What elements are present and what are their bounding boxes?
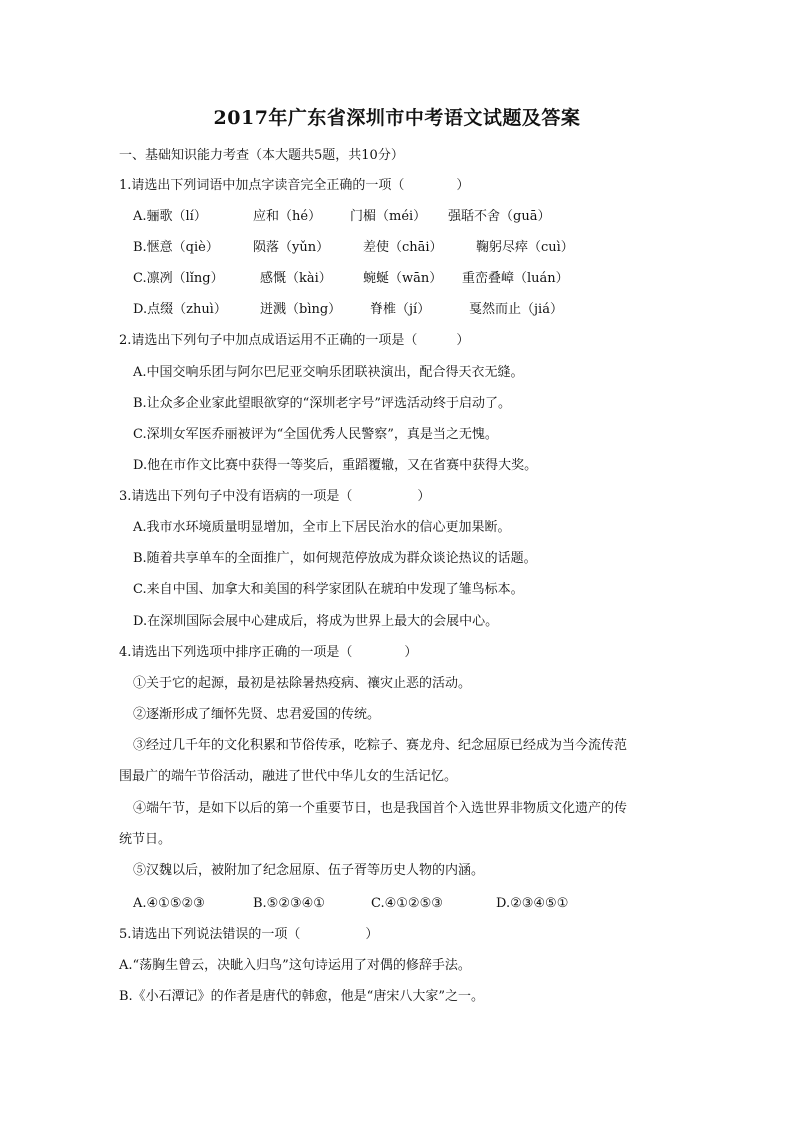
q4-sentence-1: ①关于它的起源，最初是祛除暑热疫病、禳灾止恶的活动。 [133,676,472,691]
q1-option-c-4: 重峦叠嶂（luán） [462,271,569,286]
q5-option-a: A.“荡胸生曾云，决眦入归鸟”这句诗运用了对偶的修辞手法。 [119,958,471,973]
question-5-stem: 5.请选出下列说法错误的一项（ ） [119,927,379,942]
q1-option-b-3: 差使（chāi） [363,240,443,255]
q4-option-a: A.④①⑤②③ [133,896,205,911]
q4-sentence-3-cont: 围最广的端午节俗活动，融进了世代中华儿女的生活记忆。 [119,769,458,784]
question-3-stem: 3.请选出下列句子中没有语病的一项是（ ） [119,489,431,504]
q1-option-d-1: D.点缀（zhuì） [133,302,227,317]
q1-option-d-3: 脊椎（jí） [370,302,431,317]
q4-sentence-2: ②逐渐形成了缅怀先贤、忠君爱国的传统。 [133,707,381,722]
q1-option-d-4: 戛然而止（jiá） [469,302,563,317]
q1-option-a-4: 强聒不舍（guā） [448,209,551,224]
q4-sentence-5: ⑤汉魏以后，被附加了纪念屈原、伍子胥等历史人物的内涵。 [133,863,485,878]
q1-option-b-2: 陨落（yǔn） [253,240,330,255]
q1-option-c-1: C.凛冽（lǐng） [133,271,224,286]
q1-option-b-1: B.惬意（qiè） [133,240,219,255]
q5-option-b: B.《小石潭记》的作者是唐代的韩愈，他是“唐宋八大家”之一。 [119,989,484,1004]
q1-option-c-3: 蜿蜒（wān） [363,271,443,286]
q4-option-d: D.②③④⑤① [496,896,569,911]
q1-option-a-2: 应和（hé） [253,209,322,224]
q1-option-a-3: 门楣（méi） [350,209,427,224]
q1-option-b-4: 鞠躬尽瘁（cuì） [476,240,574,255]
question-1-stem: 1.请选出下列词语中加点字读音完全正确的一项（ ） [119,178,470,193]
question-4-stem: 4.请选出下列选项中排序正确的一项是（ ） [119,645,418,660]
q2-option-c: C.深圳女军医乔丽被评为“全国优秀人民警察”，真是当之无愧。 [133,427,498,442]
q4-sentence-4-cont: 统节日。 [119,832,172,847]
q4-option-c: C.④①②⑤③ [371,896,443,911]
q4-sentence-3: ③经过几千年的文化积累和节俗传承，吃粽子、赛龙舟、纪念屈原已经成为当今流传范 [133,738,628,753]
q3-option-a: A.我市水环境质量明显增加，全市上下居民治水的信心更加果断。 [133,520,511,535]
q2-option-a: A.中国交响乐团与阿尔巴尼亚交响乐团联袂演出，配合得天衣无缝。 [133,365,524,380]
q1-option-a-1: A.骊歌（lí） [133,209,207,224]
q2-option-b: B.让众多企业家此望眼欲穿的“深圳老字号”评选活动终于启动了。 [133,396,511,411]
section-heading: 一、基础知识能力考查（本大题共5题，共10分） [119,148,404,163]
q3-option-c: C.来自中国、加拿大和美国的科学家团队在琥珀中发现了雏鸟标本。 [133,582,524,597]
q1-option-d-2: 迸溅（bìng） [260,302,342,317]
q4-option-b: B.⑤②③④① [253,896,325,911]
question-2-stem: 2.请选出下列句子中加点成语运用不正确的一项是（ ） [119,333,470,348]
q2-option-d: D.他在市作文比赛中获得一等奖后，重蹈覆辙，又在省赛中获得大奖。 [133,458,538,473]
q1-option-c-2: 感慨（kài） [260,271,332,286]
q3-option-d: D.在深圳国际会展中心建成后，将成为世界上最大的会展中心。 [133,614,499,629]
q4-sentence-4: ④端午节，是如下以后的第一个重要节日，也是我国首个入选世界非物质文化遗产的传 [133,801,628,816]
page-title: 2017年广东省深圳市中考语文试题及答案 [213,107,581,129]
q3-option-b: B.随着共享单车的全面推广，如何规范停放成为群众谈论热议的话题。 [133,551,537,566]
